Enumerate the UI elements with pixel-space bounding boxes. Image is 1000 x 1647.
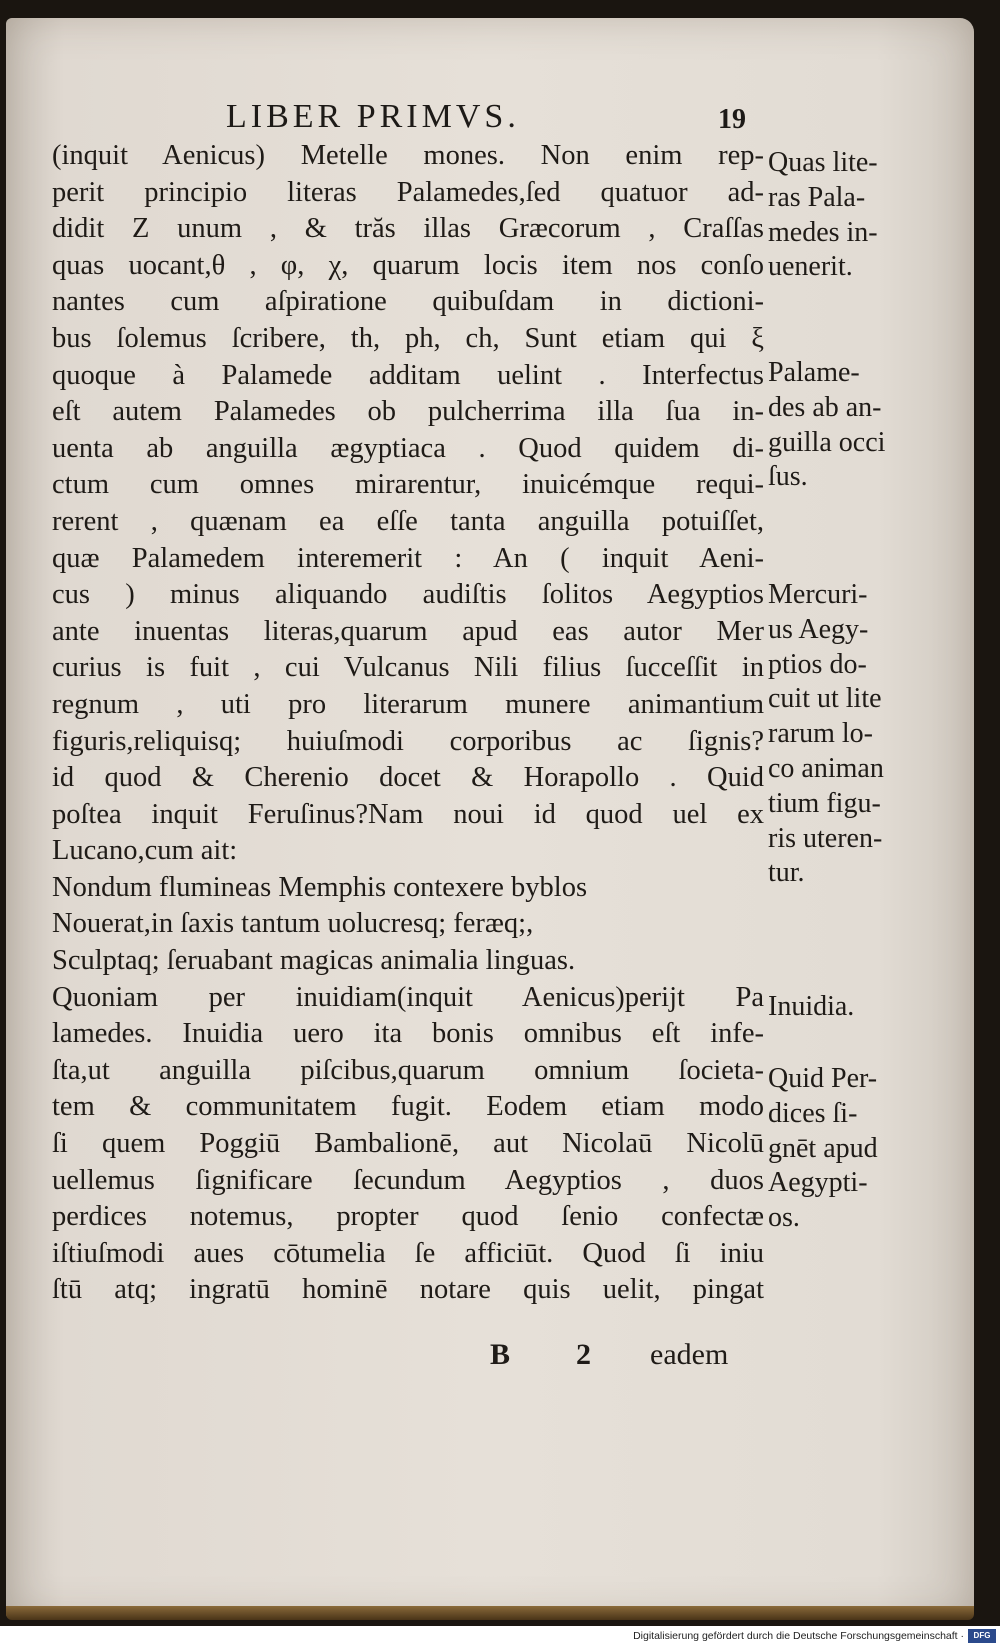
text-line: perit principio literas Palamedes,ſed quatuor ad- — [52, 176, 764, 208]
margin-note-line: co animan — [768, 752, 884, 784]
text-line: Sculptaq; ſeruabant magicas animalia linguas. — [52, 945, 576, 977]
margin-note-line: Quid Per- — [768, 1063, 878, 1094]
text-line: Lucano,cum ait: — [52, 835, 238, 867]
text-line: rerent , quænam ea eſſe tanta anguilla potuiſſet, — [52, 505, 764, 537]
catchword-line — [0, 1338, 1000, 1378]
body-text — [52, 138, 764, 1309]
text-line: perdices notemus, propter quod ſenio confectæ — [52, 1201, 764, 1233]
text-line: didit Z unum , & trăs illas Græcorum , Craſſas — [52, 213, 764, 245]
margin-note-line: os. — [768, 1202, 800, 1234]
margin-note-line: Inuidia. — [768, 991, 855, 1022]
text-line: quoque à Palamede additam uelint . Interfectus — [52, 359, 764, 391]
text-line: uenta ab anguilla ægyptiaca . Quod quidem di- — [52, 432, 764, 464]
running-head: LIBER PRIMVS. — [226, 98, 520, 135]
margin-note — [768, 578, 928, 891]
margin-note-line: Aegypti- — [768, 1167, 868, 1199]
margin-note — [768, 990, 928, 1025]
dfg-logo: DFG — [968, 1629, 996, 1643]
margin-note — [768, 356, 928, 495]
text-line: nantes cum aſpiratione quibuſdam in dictioni- — [52, 286, 764, 318]
text-line: ſta,ut anguilla piſcibus,quarum omnium ſocieta- — [52, 1054, 764, 1086]
margin-note-line: des ab an- — [768, 391, 882, 423]
margin-note-line: rarum lo- — [768, 718, 873, 750]
folio-number: 19 — [718, 104, 746, 135]
margin-note-line: us Aegy- — [768, 613, 869, 645]
margin-note-line: medes in- — [768, 216, 878, 248]
text-line: ſtū atq; ingratū hominē notare quis uelit, pingat — [52, 1274, 764, 1306]
margin-note-line: tium figu- — [768, 787, 881, 819]
margin-note-line: dices ſi- — [768, 1097, 858, 1129]
margin-note-line: Mercuri- — [768, 579, 868, 610]
catchword: eadem — [650, 1338, 729, 1371]
margin-note-line: uenerit. — [768, 251, 853, 283]
margin-note-line: gnēt apud — [768, 1132, 878, 1164]
margin-note — [768, 146, 928, 285]
margin-note-line: ras Pala- — [768, 181, 866, 213]
text-line: eſt autem Palamedes ob pulcherrima illa ſua in- — [52, 396, 764, 428]
signature-mark: B — [490, 1338, 511, 1371]
text-line: quæ Palamedem interemerit : An ( inquit Aeni- — [52, 542, 764, 574]
footer-credit: Digitalisierung gefördert durch die Deutsche Forschungsgemeinschaft · — [633, 1630, 964, 1642]
text-line: uellemus ſignificare ſecundum Aegyptios , duos — [52, 1164, 764, 1196]
margin-note-line: guilla occi — [768, 426, 886, 458]
text-line: id quod & Cherenio docet & Horapollo . Quid — [52, 762, 764, 794]
footer-bar — [0, 1626, 1000, 1647]
margin-note-line: Quas lite- — [768, 147, 878, 178]
text-line: Quoniam per inuidiam(inquit Aenicus)perijt Pa — [52, 981, 764, 1013]
margin-note-line: tur. — [768, 857, 805, 889]
text-line: (inquit Aenicus) Metelle mones. Non enim rep- — [52, 140, 764, 171]
text-line: ſi quem Poggiū Bambalionē, aut Nicolaū Nicolū — [52, 1128, 764, 1160]
text-line: Nondum flumineas Memphis contexere byblos — [52, 871, 588, 903]
text-line: lamedes. Inuidia uero ita bonis omnibus eſt infe- — [52, 1018, 764, 1050]
text-line: regnum , uti pro literarum munere animantium — [52, 688, 764, 720]
margin-note-line: cuit ut lite — [768, 683, 882, 715]
text-line: poſtea inquit Feruſinus?Nam noui id quod uel ex — [52, 798, 764, 830]
text-line: figuris,reliquisq; huiuſmodi corporibus ac ſignis? — [52, 725, 764, 757]
signature-number: 2 — [576, 1338, 591, 1371]
text-line: tem & communitatem fugit. Eodem etiam modo — [52, 1091, 764, 1123]
margin-note-line: Palame- — [768, 357, 860, 388]
text-line: curius is fuit , cui Vulcanus Nili filius ſucceſſit in — [52, 652, 764, 684]
page-edge — [6, 1606, 974, 1620]
text-line: bus ſolemus ſcribere, th, ph, ch, Sunt etiam qui ξ — [52, 322, 764, 354]
margin-note-line: ris uteren- — [768, 822, 883, 854]
text-line: Nouerat,in ſaxis tantum uolucresq; feræq;, — [52, 908, 534, 940]
text-line: ante inuentas literas,quarum apud eas autor Mer — [52, 615, 764, 647]
text-line: ctum cum omnes mirarentur, inuicémque requi- — [52, 469, 764, 501]
text-line: quas uocant,θ , φ, χ, quarum locis item nos conſo — [52, 249, 764, 281]
margin-note — [768, 1062, 928, 1236]
text-line: cus ) minus aliquando audiſtis ſolitos Aegyptios — [52, 579, 764, 611]
margin-note-line: ptios do- — [768, 648, 867, 680]
margin-note-line: ſus. — [768, 461, 808, 493]
text-line: iſtiuſmodi aues cōtumelia ſe afficiūt. Quod ſi iniu — [52, 1237, 764, 1269]
